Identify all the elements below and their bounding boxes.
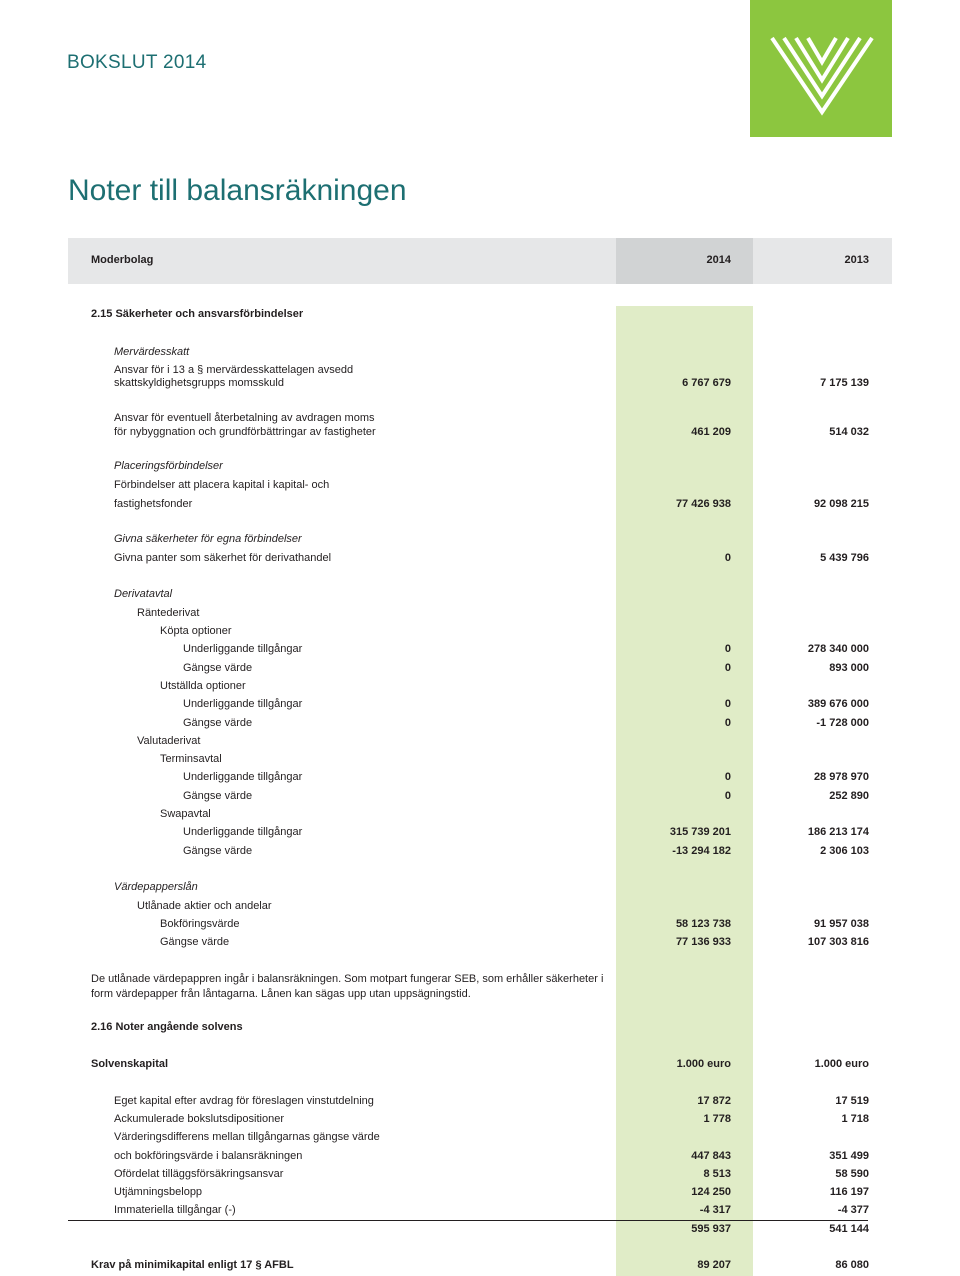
table-row xyxy=(0,374,960,392)
row-label: Immateriella tillgångar (-) xyxy=(114,1204,236,1216)
table-row xyxy=(0,842,960,860)
value-2014: 58 123 738 xyxy=(675,918,731,930)
table-row xyxy=(0,659,960,677)
table-row xyxy=(0,805,960,823)
row-label: Utställda optioner xyxy=(160,680,246,692)
table-row xyxy=(0,933,960,951)
row-label: Räntederivat xyxy=(137,607,200,619)
row-label: Gängse värde xyxy=(183,845,253,857)
table-row xyxy=(0,714,960,732)
table-row xyxy=(0,878,960,896)
table-row xyxy=(0,823,960,841)
table-row xyxy=(0,640,960,658)
row-label: Givna säkerheter för egna förbindelser xyxy=(114,533,302,545)
table-row xyxy=(0,750,960,768)
company-logo xyxy=(750,0,892,137)
section-heading: 2.16 Noter angående solvens xyxy=(91,1021,243,1033)
value-2014: 447 843 xyxy=(691,1150,731,1162)
value-2013: 2 306 103 xyxy=(820,845,869,857)
row-label: Underliggande tillgångar xyxy=(183,643,303,655)
row-label: Ackumulerade bokslutsdipositioner xyxy=(114,1113,284,1125)
value-2014: 77 136 933 xyxy=(675,936,731,948)
table-row xyxy=(0,495,960,513)
table-row xyxy=(0,768,960,786)
row-label: Swapavtal xyxy=(160,808,211,820)
solvency-header-row xyxy=(0,1055,960,1073)
table-row xyxy=(0,1165,960,1183)
value-2014: 1 778 xyxy=(703,1113,731,1125)
table-row xyxy=(0,1092,960,1110)
table-row xyxy=(0,423,960,441)
table-row xyxy=(0,1183,960,1201)
value-2014: 0 xyxy=(724,771,731,783)
value-2013: 107 303 816 xyxy=(807,936,869,948)
total-row xyxy=(0,1220,960,1238)
value-2013: 893 000 xyxy=(829,662,869,674)
value-2014: 0 xyxy=(724,643,731,655)
row-label: Valutaderivat xyxy=(137,735,201,747)
section-heading: 2.15 Säkerheter och ansvarsförbindelser xyxy=(91,308,304,320)
value-2013: 5 439 796 xyxy=(820,552,869,564)
total-2013: 541 144 xyxy=(829,1223,869,1235)
value-2014: 124 250 xyxy=(691,1186,731,1198)
value-2013: 186 213 174 xyxy=(807,826,869,838)
table-row xyxy=(0,1110,960,1128)
row-label: Gängse värde xyxy=(160,936,230,948)
value-2013: 7 175 139 xyxy=(820,377,869,389)
value-2014: 77 426 938 xyxy=(675,498,731,510)
value-2014: 461 209 xyxy=(691,426,731,438)
row-label: skattskyldighetsgrupps momsskuld xyxy=(114,377,284,389)
value-2013: 116 197 xyxy=(829,1186,869,1198)
table-row xyxy=(0,476,960,494)
table-header-label: Moderbolag xyxy=(91,254,154,266)
row-label: Underliggande tillgångar xyxy=(183,826,303,838)
value-2013: 252 890 xyxy=(829,790,869,802)
value-2013: 389 676 000 xyxy=(807,698,869,710)
value-2014: 315 739 201 xyxy=(669,826,731,838)
value-2014: -4 317 xyxy=(699,1204,731,1216)
table-row xyxy=(0,549,960,567)
value-2013: 86 080 xyxy=(835,1259,869,1271)
row-label: Ofördelat tilläggsförsäkringsansvar xyxy=(114,1168,284,1180)
table-row xyxy=(0,343,960,361)
value-2014: 0 xyxy=(724,790,731,802)
row-label: Ansvar för i 13 a § mervärdesskattelagen avsedd xyxy=(114,364,354,376)
value-2013: 514 032 xyxy=(829,426,869,438)
document-header-label: BOKSLUT 2014 xyxy=(67,52,207,73)
table-row xyxy=(0,1201,960,1219)
row-label: Underliggande tillgångar xyxy=(183,771,303,783)
row-label: Förbindelser att placera kapital i kapital- och xyxy=(114,479,330,491)
value-2014: 17 872 xyxy=(697,1095,731,1107)
row-label: Gängse värde xyxy=(183,662,253,674)
value-2013: 58 590 xyxy=(835,1168,869,1180)
value-2013: 17 519 xyxy=(835,1095,869,1107)
row-label: för nybyggnation och grundförbättringar av fastigheter xyxy=(114,426,376,438)
section-2-15-heading xyxy=(0,305,960,323)
value-2013: 1 718 xyxy=(841,1113,869,1125)
table-row xyxy=(0,1147,960,1165)
row-label: Ansvar för eventuell återbetalning av avdragen moms xyxy=(114,412,375,424)
unit-2013: 1.000 euro xyxy=(814,1058,869,1070)
row-label: Terminsavtal xyxy=(160,753,222,765)
row-label: Eget kapital efter avdrag för föreslagen vinstutdelning xyxy=(114,1095,374,1107)
minimum-capital-row xyxy=(0,1256,960,1274)
row-label: Givna panter som säkerhet för derivathandel xyxy=(114,552,332,564)
table-row xyxy=(0,585,960,603)
value-2013: 28 978 970 xyxy=(813,771,869,783)
row-label: Utjämningsbelopp xyxy=(114,1186,203,1198)
row-label: Underliggande tillgångar xyxy=(183,698,303,710)
value-2014: 6 767 679 xyxy=(682,377,731,389)
page-title: Noter till balansräkningen xyxy=(68,174,407,207)
row-label: Placeringsförbindelser xyxy=(114,460,223,472)
value-2014: 0 xyxy=(724,552,731,564)
row-label: Krav på minimikapital enligt 17 § AFBL xyxy=(91,1259,294,1271)
table-row xyxy=(0,732,960,750)
value-2014: 0 xyxy=(724,662,731,674)
value-2014: 0 xyxy=(724,717,731,729)
value-2013: -4 377 xyxy=(837,1204,869,1216)
row-label: Värderingsdifferens mellan tillgångarnas gängse värde xyxy=(114,1131,380,1143)
row-label: Värdepapperslån xyxy=(114,881,198,893)
row-label: och bokföringsvärde i balansräkningen xyxy=(114,1150,303,1162)
table-row xyxy=(0,457,960,475)
row-label: Gängse värde xyxy=(183,717,253,729)
v-chevron-logo-icon xyxy=(750,0,892,137)
value-2013: 351 499 xyxy=(829,1150,869,1162)
table-row xyxy=(0,695,960,713)
value-2013: 278 340 000 xyxy=(807,643,869,655)
table-row xyxy=(0,622,960,640)
row-label: Utlånade aktier och andelar xyxy=(137,900,272,912)
table-row xyxy=(0,1128,960,1146)
table-row xyxy=(0,604,960,622)
unit-2014: 1.000 euro xyxy=(676,1058,731,1070)
value-2014: 0 xyxy=(724,698,731,710)
col-2014-header: 2014 xyxy=(706,254,731,266)
row-label: Derivatavtal xyxy=(114,588,173,600)
value-2014: 89 207 xyxy=(697,1259,731,1271)
col-2013-header: 2013 xyxy=(844,254,869,266)
row-label: fastighetsfonder xyxy=(114,498,193,510)
table-row xyxy=(0,677,960,695)
value-2013: -1 728 000 xyxy=(816,717,869,729)
total-2014: 595 937 xyxy=(691,1223,731,1235)
table-row xyxy=(0,915,960,933)
table-row xyxy=(0,530,960,548)
row-label: Köpta optioner xyxy=(160,625,232,637)
row-label: Mervärdesskatt xyxy=(114,346,190,358)
table-row xyxy=(0,897,960,915)
value-2014: -13 294 182 xyxy=(672,845,731,857)
value-2013: 92 098 215 xyxy=(813,498,869,510)
row-label: Bokföringsvärde xyxy=(160,918,240,930)
value-2013: 91 957 038 xyxy=(813,918,869,930)
table-header-row xyxy=(0,251,960,269)
securities-lending-note: De utlånade värdepappren ingår i balansräkningen. Som motpart fungerar SEB, som erhåller säkerheter i form värdepapper från låntagarna. Lånen kan sägas upp utan uppsägningstid. xyxy=(91,973,604,1000)
value-2014: 8 513 xyxy=(703,1168,731,1180)
row-label: Solvenskapital xyxy=(91,1058,169,1070)
section-2-16-heading xyxy=(0,1018,960,1036)
table-row xyxy=(0,787,960,805)
row-label: Gängse värde xyxy=(183,790,253,802)
